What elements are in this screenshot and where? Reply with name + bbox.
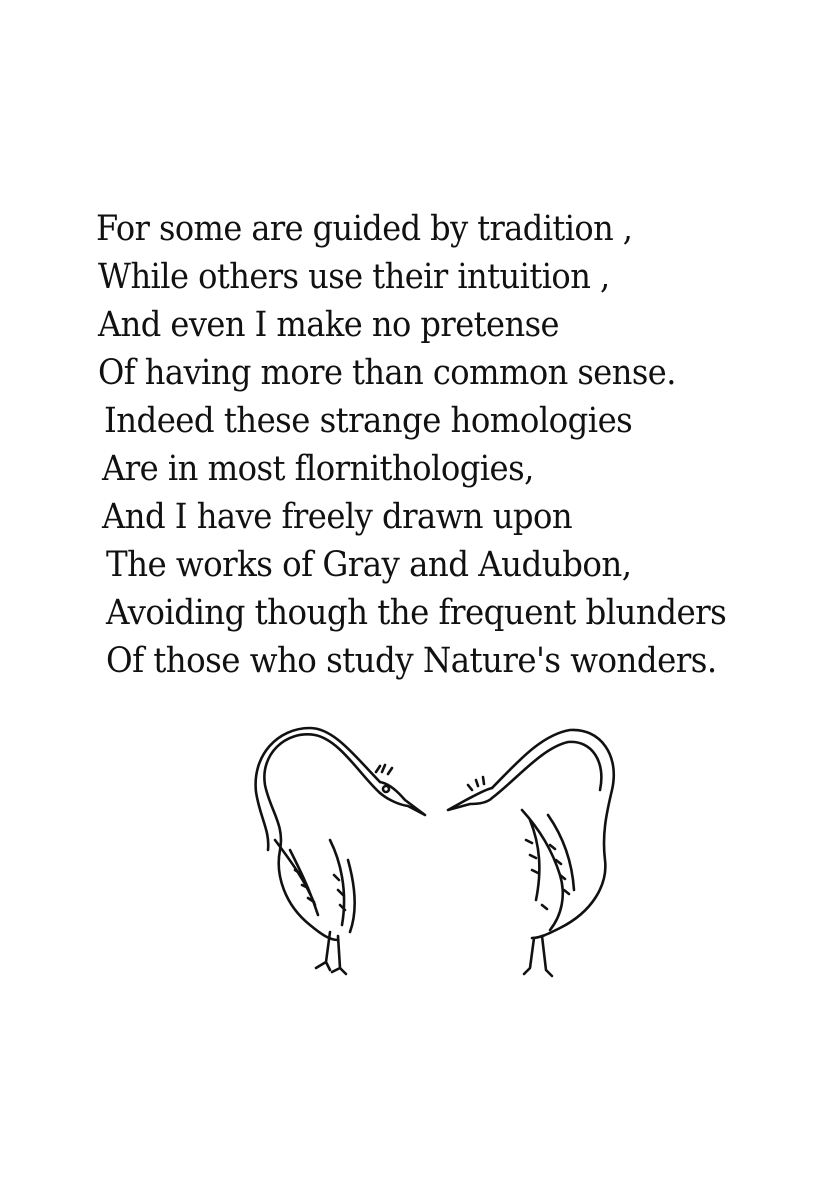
right-crane-neck xyxy=(492,730,614,938)
poem-line-10: Of those who study Nature's wonders. xyxy=(106,641,717,681)
poem-line-2: While others use their intuition , xyxy=(98,257,610,297)
left-crane-neck-inner xyxy=(256,728,380,850)
left-crane-wing xyxy=(275,840,355,932)
two-cranes-heart-illustration xyxy=(230,700,650,1000)
poem-line-5: Indeed these strange homologies xyxy=(104,401,633,441)
poem-line-6: Are in most flornithologies, xyxy=(102,449,534,489)
poem xyxy=(96,205,796,685)
right-crane-legs xyxy=(524,936,552,976)
poem-line-8: The works of Gray and Audubon, xyxy=(106,545,632,585)
poem-line-7: And I have freely drawn upon xyxy=(102,497,573,537)
left-crane-crest xyxy=(376,765,392,774)
cranes-drawing-icon xyxy=(230,700,650,1000)
left-crane-eye xyxy=(383,786,389,792)
poem-line-3: And even I make no pretense xyxy=(98,305,559,345)
right-crane-wing xyxy=(522,810,574,930)
right-crane-crest xyxy=(468,777,484,790)
right-crane-head xyxy=(448,788,492,810)
poem-line-1: For some are guided by tradition , xyxy=(96,209,633,249)
poem-line-4: Of having more than common sense. xyxy=(98,353,676,393)
poem-line-9: Avoiding though the frequent blunders xyxy=(106,593,727,633)
